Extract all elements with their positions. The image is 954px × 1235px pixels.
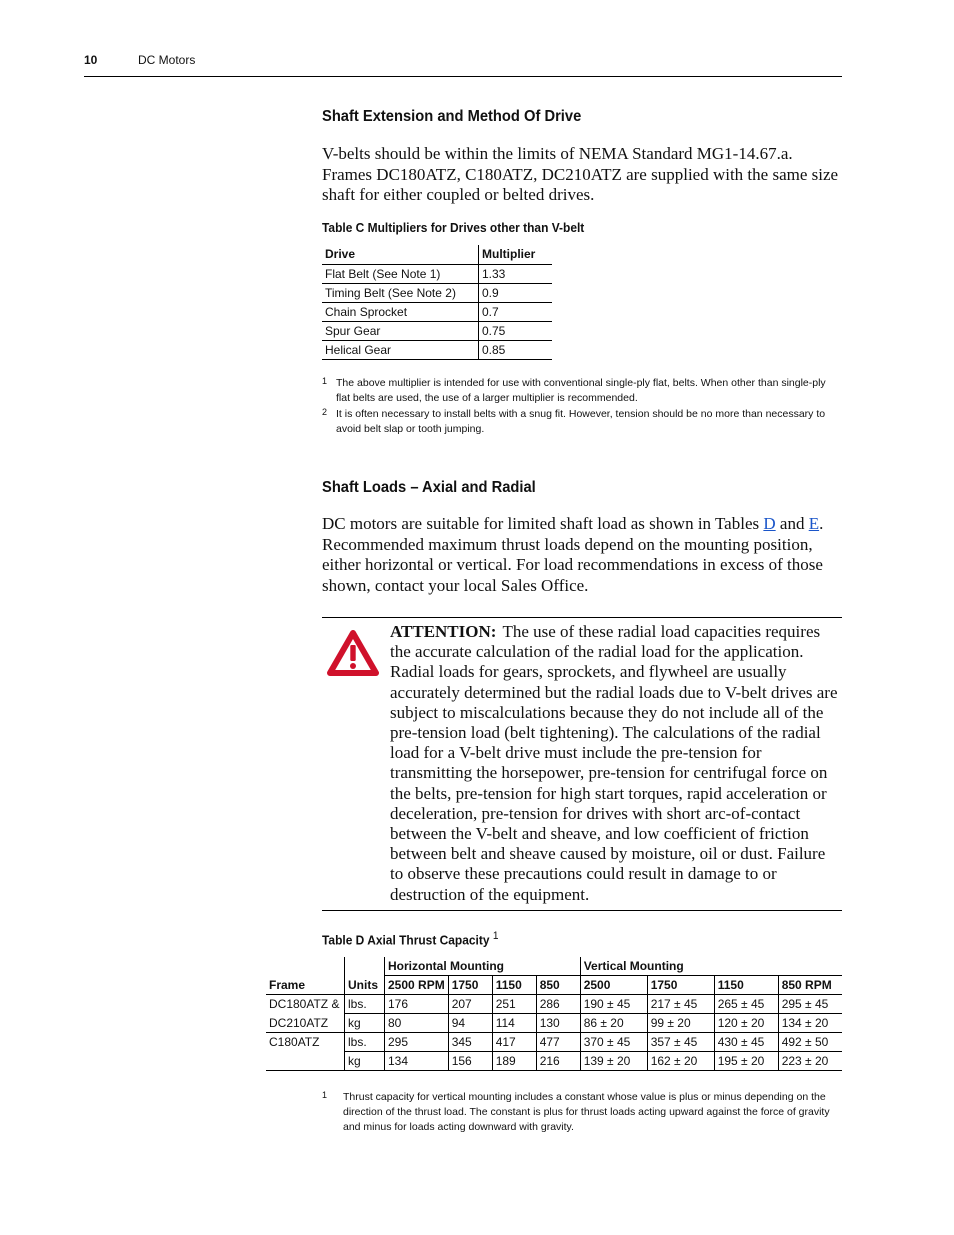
value-cell: 195 ± 20 [714,1052,778,1071]
attention-top-rule [322,617,842,618]
table-d-link[interactable]: D [763,514,776,533]
column-header-h1150: 1150 [492,976,536,995]
column-header-frame: Frame [266,976,345,995]
attention-text: The use of these radial load capacities requires the accurate calculation of the radial load for the application. Radial loads for gears, sprockets, and flywheel are usually accurately determined but the radial loads due to V-belt drives are subject to miscalculations because they do not include all of the pre-tension load (belt tightening). The calculations of the radial load for a V-belt drive must include the pre-tension for transmitting the horsepower, pre-tension for centrifugal force on the belts, pre-tension for high start torques, rapid acceleration or deceleration, pre-tension for drives with short arc-of-contact between the V-belt and sheave, and low coefficient of friction between belt and sheave caused by moisture, oil or dust. Failure to observe these precautions could result in damage to or destruction of the equipment. [390,622,838,904]
value-cell: 286 [536,995,580,1014]
footnote-marker: 1 [322,1090,328,1100]
footnote-marker: 1 [322,376,328,386]
multiplier-cell: 1.33 [479,265,553,284]
column-header-v2500: 2500 [580,976,647,995]
group-header-horizontal: Horizontal Mounting [385,957,581,976]
warning-triangle-icon [327,630,379,676]
value-cell: 134 [385,1052,449,1071]
value-cell: 114 [492,1014,536,1033]
paragraph-text: DC motors are suitable for limited shaft load as shown in Tables [322,514,764,533]
table-d-caption [322,930,498,947]
table-row [322,284,552,303]
frame-cell: DC180ATZ & [269,997,340,1011]
column-header-drive: Drive [322,245,479,265]
group-header-vertical: Vertical Mounting [580,957,842,976]
table-row [322,322,552,341]
value-cell: 216 [536,1052,580,1071]
value-cell: 492 ± 50 [778,1033,842,1052]
column-header-h2500: 2500 RPM [385,976,449,995]
value-cell: 134 ± 20 [778,1014,842,1033]
table-c-caption: Table C Multipliers for Drives other than V-belt [322,220,585,235]
column-header-h850: 850 [536,976,580,995]
value-cell: 120 ± 20 [714,1014,778,1033]
drive-cell: Timing Belt (See Note 2) [322,284,479,303]
value-cell: 223 ± 20 [778,1052,842,1071]
value-cell: 370 ± 45 [580,1033,647,1052]
drive-cell: Helical Gear [322,341,479,360]
multiplier-cell: 0.9 [479,284,553,303]
multiplier-cell: 0.7 [479,303,553,322]
shaft-extension-paragraph: V-belts should be within the limits of NEMA Standard MG1-14.67.a. Frames DC180ATZ, C180ATZ, DC210ATZ are supplied with the same size shaft for either coupled or belted drives. [322,144,839,204]
value-cell: 295 [385,1033,449,1052]
value-cell: 357 ± 45 [647,1033,714,1052]
value-cell: 130 [536,1014,580,1033]
frame-cell: DC210ATZ [266,1014,345,1033]
value-cell: 190 ± 45 [580,995,647,1014]
paragraph-text: . Recommended maximum thrust loads depend on the mounting position, either horizontal or vertical. For load recommendations in excess of those shown, contact your local Sales Office. [322,514,824,595]
value-cell: 156 [448,1052,492,1071]
frame-cell: C180ATZ [269,1035,320,1049]
table-header-row [266,976,842,995]
attention-notice [390,622,842,905]
units-cell: kg [345,1014,385,1033]
frame-cell [266,1052,345,1071]
shaft-loads-paragraph [322,514,842,596]
units-cell: lbs. [345,1033,385,1052]
column-header-v850: 850 RPM [778,976,842,995]
value-cell: 265 ± 45 [714,995,778,1014]
running-header-title: DC Motors [138,53,196,67]
drive-cell: Spur Gear [322,322,479,341]
table-e-link[interactable]: E [808,514,820,533]
value-cell: 94 [448,1014,492,1033]
value-cell: 176 [385,995,449,1014]
attention-bottom-rule [322,910,842,911]
table-row [322,303,552,322]
value-cell: 162 ± 20 [647,1052,714,1071]
units-cell: kg [345,1052,385,1071]
value-cell: 417 [492,1033,536,1052]
column-header-units: Units [345,976,385,995]
drive-cell: Flat Belt (See Note 1) [322,265,479,284]
value-cell: 139 ± 20 [580,1052,647,1071]
value-cell: 207 [448,995,492,1014]
table-row [266,995,842,1014]
table-row [266,1033,842,1052]
column-header-multiplier: Multiplier [479,245,553,265]
multiplier-cell: 0.75 [479,322,553,341]
table-row [322,341,552,360]
value-cell: 86 ± 20 [580,1014,647,1033]
column-header-v1150: 1150 [714,976,778,995]
value-cell: 295 ± 45 [778,995,842,1014]
header-divider [84,76,842,77]
value-cell: 345 [448,1033,492,1052]
table-d-footnote: Thrust capacity for vertical mounting includes a constant whose value is plus or minus depending on the direction of the thrust load. The constant is plus for thrust loads acting upward against the force of gravity and minus for loads acting downward with gravity. [343,1091,830,1133]
paragraph-text: and [775,514,809,533]
table-c-footnote-2: It is often necessary to install belts with a snug fit. However, tension should be no more than necessary to avoid belt slap or tooth jumping. [336,408,826,435]
table-c-multipliers [322,245,552,360]
value-cell: 80 [385,1014,449,1033]
section-heading-shaft-loads: Shaft Loads – Axial and Radial [322,479,536,496]
value-cell: 99 ± 20 [647,1014,714,1033]
value-cell: 251 [492,995,536,1014]
section-heading-shaft-extension: Shaft Extension and Method Of Drive [322,108,582,125]
table-row [266,1052,842,1071]
column-header-h1750: 1750 [448,976,492,995]
value-cell: 217 ± 45 [647,995,714,1014]
table-group-header-row [266,957,842,976]
table-header-row [322,245,552,265]
value-cell: 477 [536,1033,580,1052]
table-row [266,1014,842,1033]
column-header-v1750: 1750 [647,976,714,995]
multiplier-cell: 0.85 [479,341,553,360]
table-d-caption-text: Table D Axial Thrust Capacity [322,932,490,948]
units-cell: lbs. [345,995,385,1014]
table-d-axial-thrust [266,957,842,1071]
value-cell: 189 [492,1052,536,1071]
table-c-footnote-1: The above multiplier is intended for use with conventional single-ply flat, belts. When other than single-ply flat belts are used, the use of a larger multiplier is recommended. [336,377,826,404]
footnote-marker: 2 [322,407,328,417]
drive-cell: Chain Sprocket [322,303,479,322]
footnote-marker: 1 [492,930,499,942]
attention-label: ATTENTION: [390,622,497,641]
table-row [322,265,552,284]
value-cell: 430 ± 45 [714,1033,778,1052]
page-number: 10 [84,53,98,67]
